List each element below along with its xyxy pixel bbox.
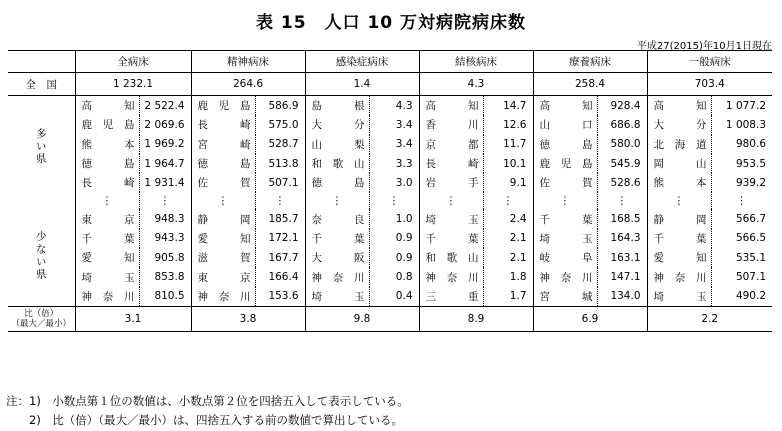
ellipsis: ⋮	[191, 192, 255, 209]
table-title: 表 15 人口 10 万対病院病床数	[255, 13, 527, 33]
prefecture-name: 埼 玉	[647, 287, 711, 307]
prefecture-name: 岡 山	[647, 154, 711, 173]
prefecture-name: 埼 玉	[305, 287, 369, 307]
bed-value: 2.4	[509, 213, 527, 226]
national-value: 264.6	[191, 73, 305, 96]
bed-value: 185.7	[268, 213, 299, 226]
national-value: 703.4	[647, 73, 772, 96]
bed-value: 172.1	[268, 232, 299, 245]
prefecture-name: 徳 島	[191, 154, 255, 173]
table-row	[8, 115, 772, 134]
ratio-label-line-1: 比（倍）	[24, 308, 59, 319]
ratio-value: 2.2	[647, 306, 772, 331]
table-row	[8, 154, 772, 173]
ellipsis: ⋮	[502, 194, 514, 207]
bed-value: 3.3	[395, 157, 413, 170]
column-header: 一般病床	[647, 51, 772, 73]
prefecture-name: 東 京	[191, 267, 255, 286]
national-value: 4.3	[419, 73, 533, 96]
prefecture-name: 北 海 道	[647, 135, 711, 154]
bed-value: 153.6	[268, 290, 299, 303]
bed-value: 166.4	[268, 271, 299, 284]
national-label: 全 国	[8, 73, 75, 96]
ratio-value: 6.9	[533, 306, 647, 331]
prefecture-name: 埼 玉	[75, 267, 139, 286]
bed-value: 10.1	[503, 157, 527, 170]
prefecture-name: 長 崎	[75, 173, 139, 192]
prefecture-name: 東 京	[75, 209, 139, 228]
side-label-text: 少ない県	[34, 230, 47, 281]
bed-value: 2.1	[509, 251, 527, 264]
bed-value: 513.8	[268, 157, 299, 170]
bed-value: 545.9	[610, 157, 641, 170]
bed-value: 948.3	[154, 213, 185, 226]
bed-value: 580.0	[610, 138, 641, 151]
bed-value: 4.3	[395, 99, 413, 112]
bed-value: 490.2	[735, 290, 766, 303]
bed-value: 11.7	[503, 138, 527, 151]
corner-cell	[8, 51, 75, 73]
bed-value: 0.8	[395, 271, 413, 284]
bed-value: 939.2	[735, 176, 766, 189]
prefecture-name: 徳 島	[75, 154, 139, 173]
prefecture-name: 神 奈 川	[647, 267, 711, 286]
bed-value: 566.5	[735, 232, 766, 245]
table-row	[8, 96, 772, 116]
ellipsis: ⋮	[159, 194, 171, 207]
prefecture-name: 高 知	[647, 96, 711, 116]
bed-value: 14.7	[503, 99, 527, 112]
bed-value: 2 522.4	[144, 99, 185, 112]
prefecture-name: 神 奈 川	[305, 267, 369, 286]
ellipsis: ⋮	[647, 192, 711, 209]
bed-value: 928.4	[610, 99, 641, 112]
bed-value: 1 969.2	[144, 138, 185, 151]
prefecture-name: 熊 本	[75, 135, 139, 154]
bed-value: 0.4	[395, 290, 413, 303]
prefecture-name: 岐 阜	[533, 248, 597, 267]
bed-value: 3.0	[395, 176, 413, 189]
national-value: 1 232.1	[75, 73, 191, 96]
bed-value: 1 008.3	[725, 118, 766, 131]
prefecture-name: 京 都	[419, 135, 483, 154]
prefecture-name: 三 重	[419, 287, 483, 307]
prefecture-name: 静 岡	[647, 209, 711, 228]
prefecture-name: 愛 知	[647, 248, 711, 267]
bed-value: 12.6	[503, 118, 527, 131]
many-label	[8, 96, 75, 210]
ellipsis: ⋮	[736, 194, 747, 207]
bed-value: 953.5	[735, 157, 766, 170]
prefecture-name: 静 岡	[191, 209, 255, 228]
prefecture-name: 高 知	[75, 96, 139, 116]
ratio-label-line-2: （最大／最小）	[11, 318, 71, 329]
bed-value: 507.1	[735, 271, 766, 284]
bed-value: 167.7	[268, 251, 299, 264]
bed-value: 586.9	[268, 99, 299, 112]
prefecture-name: 千 葉	[533, 209, 597, 228]
prefecture-name: 神 奈 川	[75, 287, 139, 307]
prefecture-name: 佐 賀	[533, 173, 597, 192]
bed-value: 575.0	[268, 118, 299, 131]
column-header: 全病床	[75, 51, 191, 73]
prefecture-name: 愛 知	[191, 229, 255, 248]
prefecture-name: 千 葉	[419, 229, 483, 248]
side-label-text: 多い県	[34, 128, 47, 166]
ellipsis: ⋮	[305, 192, 369, 209]
ellipsis: ⋮	[75, 192, 139, 209]
bed-value: 853.8	[154, 271, 185, 284]
bed-value: 943.3	[154, 232, 185, 245]
ratio-value: 8.9	[419, 306, 533, 331]
prefecture-name: 埼 玉	[419, 209, 483, 228]
bed-value: 147.1	[610, 271, 641, 284]
prefecture-name: 埼 玉	[533, 229, 597, 248]
prefecture-name: 和 歌 山	[305, 154, 369, 173]
prefecture-name: 長 崎	[419, 154, 483, 173]
national-value: 258.4	[533, 73, 647, 96]
bed-value: 1.0	[395, 213, 413, 226]
bed-value: 528.7	[268, 138, 299, 151]
prefecture-name: 奈 良	[305, 209, 369, 228]
column-header: 精神病床	[191, 51, 305, 73]
bed-value: 1.7	[509, 290, 527, 303]
table-row	[8, 135, 772, 154]
prefecture-name: 大 分	[305, 115, 369, 134]
prefecture-name: 神 奈 川	[191, 287, 255, 307]
hospital-beds-table	[8, 50, 772, 332]
bed-value: 3.4	[395, 138, 413, 151]
bed-value: 168.5	[610, 213, 641, 226]
prefecture-name: 鹿 児 島	[75, 115, 139, 134]
bed-value: 164.3	[610, 232, 641, 245]
ellipsis: ⋮	[616, 194, 628, 207]
prefecture-name: 香 川	[419, 115, 483, 134]
prefecture-name: 千 葉	[305, 229, 369, 248]
table-row	[8, 229, 772, 248]
prefecture-name: 長 崎	[191, 115, 255, 134]
bed-value: 566.7	[735, 213, 766, 226]
table-row	[8, 209, 772, 228]
prefecture-name: 宮 城	[533, 287, 597, 307]
bed-value: 1 931.4	[144, 176, 185, 189]
prefecture-name: 大 阪	[305, 248, 369, 267]
prefecture-name: 和 歌 山	[419, 248, 483, 267]
bed-value: 163.1	[610, 251, 641, 264]
column-header: 結核病床	[419, 51, 533, 73]
bed-value: 0.9	[395, 251, 413, 264]
bed-value: 980.6	[735, 138, 766, 151]
prefecture-name: 神 奈 川	[533, 267, 597, 286]
prefecture-name: 熊 本	[647, 173, 711, 192]
prefecture-name: 島 根	[305, 96, 369, 116]
prefecture-name: 千 葉	[75, 229, 139, 248]
bed-value: 810.5	[154, 290, 185, 303]
prefecture-name: 大 分	[647, 115, 711, 134]
prefecture-name: 鹿 児 島	[533, 154, 597, 173]
prefecture-name: 山 梨	[305, 135, 369, 154]
table-row	[8, 248, 772, 267]
prefecture-name: 山 口	[533, 115, 597, 134]
prefecture-name: 宮 崎	[191, 135, 255, 154]
bed-value: 2 069.6	[144, 118, 185, 131]
prefecture-name: 高 知	[419, 96, 483, 116]
bed-value: 9.1	[509, 176, 527, 189]
prefecture-name: 岩 手	[419, 173, 483, 192]
prefecture-name: 高 知	[533, 96, 597, 116]
ellipsis: ⋮	[274, 194, 286, 207]
bed-value: 1 964.7	[144, 157, 185, 170]
bed-value: 1 077.2	[725, 99, 766, 112]
prefecture-name: 千 葉	[647, 229, 711, 248]
prefecture-name: 滋 賀	[191, 248, 255, 267]
bed-value: 686.8	[610, 118, 641, 131]
prefecture-name: 愛 知	[75, 248, 139, 267]
note-1: 注：1) 小数点第１位の数値は、小数点第２位を四捨五入して表示している。	[6, 394, 409, 408]
prefecture-name: 鹿 児 島	[191, 96, 255, 116]
column-header: 療養病床	[533, 51, 647, 73]
table-row	[8, 173, 772, 192]
bed-value: 905.8	[154, 251, 185, 264]
bed-value: 3.4	[395, 118, 413, 131]
prefecture-name: 神 奈 川	[419, 267, 483, 286]
ellipsis: ⋮	[533, 192, 597, 209]
column-header: 感染症病床	[305, 51, 419, 73]
prefecture-name: 徳 島	[533, 135, 597, 154]
ratio-value: 3.1	[75, 306, 191, 331]
bed-value: 528.6	[610, 176, 641, 189]
prefecture-name: 徳 島	[305, 173, 369, 192]
bed-value: 0.9	[395, 232, 413, 245]
bed-value: 2.1	[509, 232, 527, 245]
ratio-value: 9.8	[305, 306, 419, 331]
bed-value: 1.8	[509, 271, 527, 284]
ratio-label	[8, 306, 75, 331]
few-label	[8, 209, 75, 306]
ratio-value: 3.8	[191, 306, 305, 331]
note-2: 2) 比（倍）（最大／最小）は、四捨五入する前の数値で算出している。	[6, 413, 404, 427]
ellipsis: ⋮	[419, 192, 483, 209]
table-row	[8, 267, 772, 286]
national-value: 1.4	[305, 73, 419, 96]
table-row	[8, 287, 772, 307]
prefecture-name: 佐 賀	[191, 173, 255, 192]
ellipsis-row	[8, 192, 772, 209]
reference-date: 平成27(2015)年10月1日現在	[636, 41, 772, 52]
ellipsis: ⋮	[388, 194, 400, 207]
bed-value: 134.0	[610, 290, 641, 303]
bed-value: 535.1	[735, 251, 766, 264]
bed-value: 507.1	[268, 176, 299, 189]
